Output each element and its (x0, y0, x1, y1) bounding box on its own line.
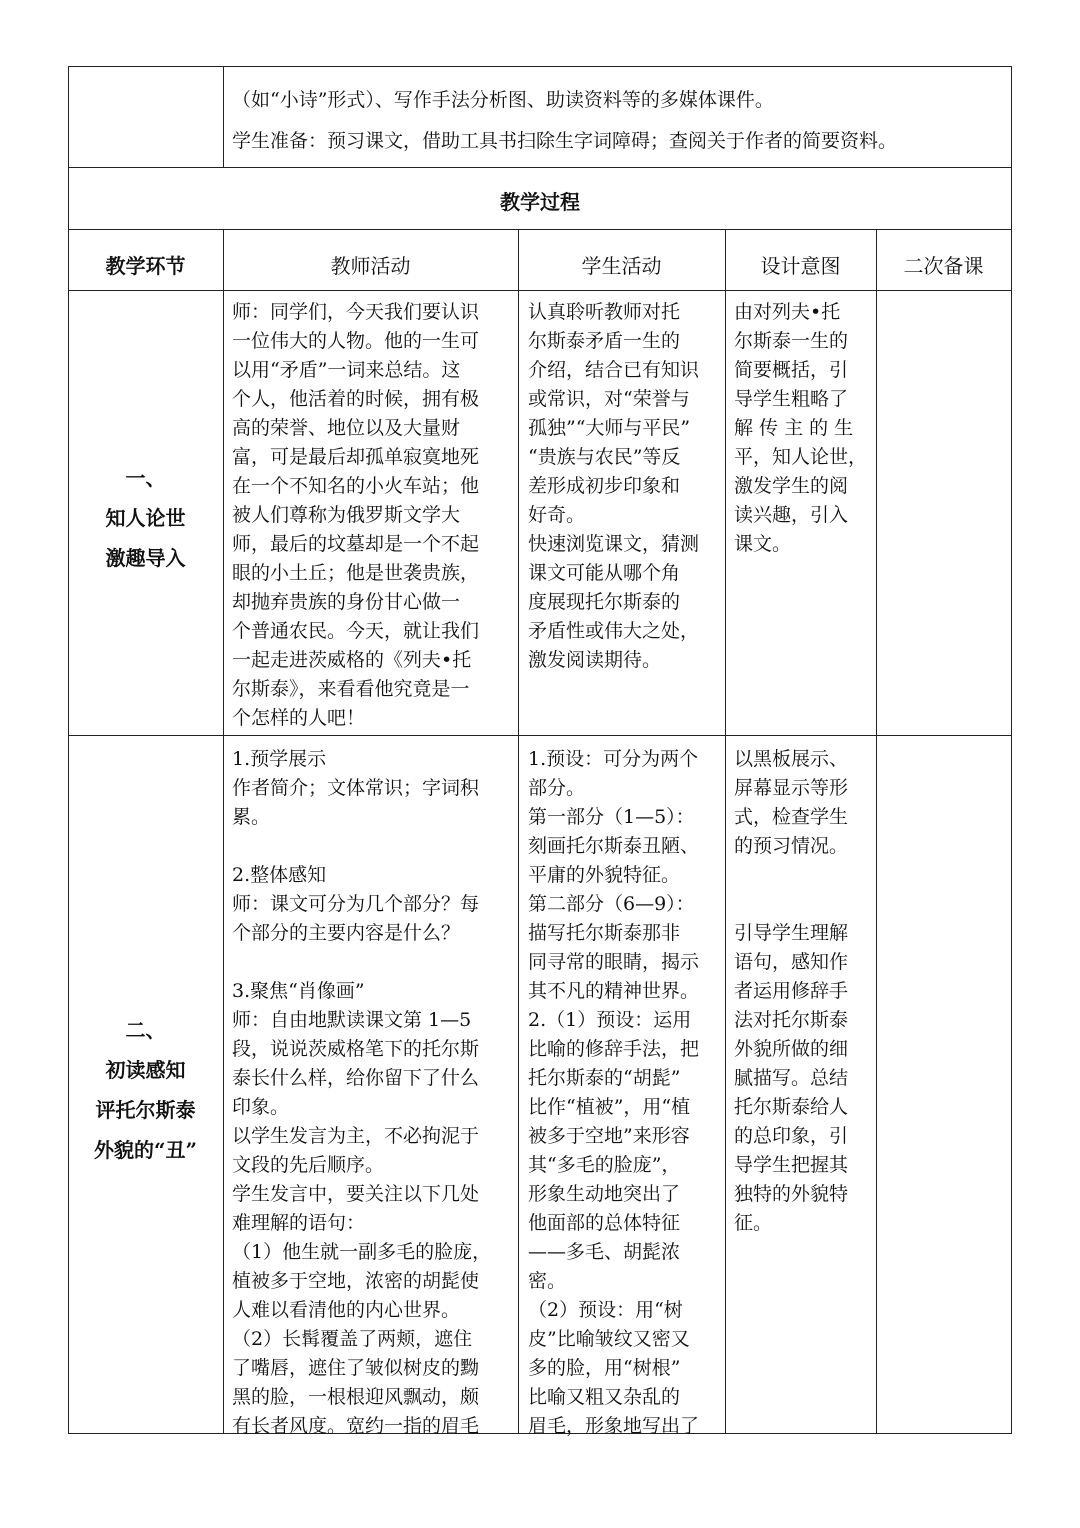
column-divider (725, 229, 726, 1433)
row2-intent: 以黑板展示、 屏幕显示等形 式，检查学生 的预习情况。 引导学生理解 语句，感知作 者运用修辞手 法对托尔斯泰 外貌所做的细 腻描写。总结 托尔斯泰给人 的总印象，引 导学生把握其 独特的外貌特 征。 (734, 748, 849, 1234)
header-student: 学生活动 (581, 254, 662, 278)
prep-line-2: 学生准备：预习课文，借助工具书扫除生字词障碍；查阅关于作者的简要资料。 (232, 130, 898, 152)
header-notes: 二次备课 (903, 254, 984, 278)
row1-teacher: 师：同学们，今天我们要认识 一位伟大的人物。他的一生可 以用“矛盾”一词来总结。这 个人，他活着的时候，拥有极 高的荣誉、地位以及大量财 富，可是最后却孤单寂寞地死 在一个不知名的小火车站；他 被人们尊称为俄罗斯文学大 师，最后的坟墓却是一个不起 眼的小土丘；他是世袭贵族， 却抛弃贵族的身份甘心做一 个普通农民。今天，就让我们 一起走进茨威格的《列夫•托 尔斯泰》，来看看他究竟是一 个怎样的人吧！ (232, 301, 480, 729)
table-border-top (68, 66, 1012, 67)
prep-line-1: （如“小诗”形式）、写作手法分析图、助读资料等的多媒体课件。 (232, 89, 774, 111)
row1-student: 认真聆听教师对托 尔斯泰矛盾一生的 介绍，结合已有知识 或常识，对“荣誉与 孤独”“大师与平民” “贵族与农民”等反 差形成初步印象和 好奇。 快速浏览课文，猜测 课文可能从哪个角 度展现托尔斯泰的 矛盾性或伟大之处， 激发阅读期待。 (528, 301, 700, 671)
row2-stage: 二、 初读感知 评托尔斯泰 外貌的“丑” (93, 1018, 197, 1162)
column-divider (223, 66, 224, 167)
table-divider (68, 167, 1012, 168)
row1-intent: 由对列夫•托 尔斯泰一生的 简要概括，引 导学生粗略了 解 传 主 的 生 平，知人论世， 激发学生的阅 读兴趣，引入 课文。 (734, 301, 868, 555)
section-title: 教学过程 (500, 190, 580, 214)
header-intent: 设计意图 (760, 254, 841, 278)
column-divider (518, 229, 519, 1433)
row2-student: 1.预设：可分为两个 部分。 第一部分（1—5）： 刻画托尔斯泰丑陋、 平庸的外貌特征。 第二部分（6—9）： 描写托尔斯泰那非 同寻常的眼睛，揭示 其不凡的精神世界。 2.（1）预设：运用 比喻的修辞手法，把 托尔斯泰的“胡髭” 比作“植被”，用“植 被多于空地”来形容 其“多毛的脸庞”， 形象生动地突出了 他面部的总体特征 ——多毛、胡髭浓 密。 （2）预设：用“树 皮”比喻皱纹又密又 多的脸，用“树根” 比喻又粗又杂乱的 眉毛，形象地写出了 (528, 748, 700, 1437)
column-divider (876, 229, 877, 1433)
table-divider (68, 290, 1012, 291)
table-border-right (1011, 66, 1012, 1433)
header-stage: 教学环节 (105, 254, 186, 278)
row2-teacher: 1.预学展示 作者简介；文体常识；字词积 累。 2.整体感知 师：课文可分为几个部分？每 个部分的主要内容是什么？ 3.聚焦“肖像画” 师：自由地默读课文第 1—5 段，说说茨威格笔下的托尔斯 泰长什么样，给你留下了什么 印象。 以学生发言为主，不必拘泥于 文段的先后顺序。 学生发言中，要关注以下几处 难理解的语句： （1）他生就一副多毛的脸庞， 植被多于空地，浓密的胡髭使 人难以看清他的内心世界。 （2）长髯覆盖了两颊，遮住 了嘴唇，遮住了皱似树皮的黝 黑的脸，一根根迎风飘动，颇 有长者风度。宽约一指的眉毛 (232, 748, 492, 1437)
table-divider (68, 229, 1012, 230)
table-divider (68, 735, 1012, 736)
header-teacher: 教师活动 (330, 254, 411, 278)
row1-stage: 一、 知人论世 激趣导入 (105, 466, 186, 570)
column-divider (223, 229, 224, 1433)
